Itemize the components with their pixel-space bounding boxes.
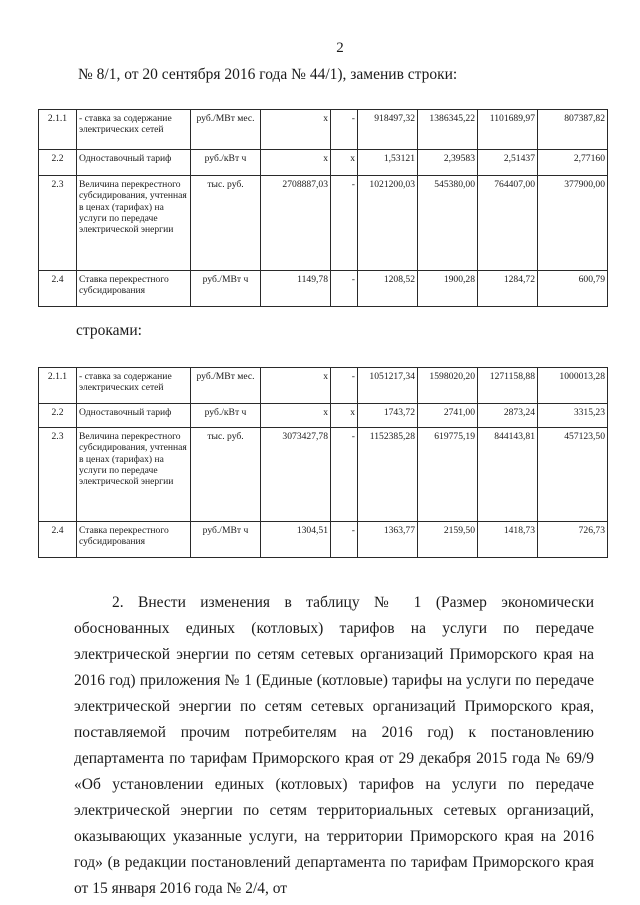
row-value-4: 1598020,20 (418, 368, 478, 404)
row-name: - ставка за содержание электрических сетей (77, 368, 191, 404)
table-row (39, 150, 608, 176)
row-value-2: х (331, 150, 358, 176)
row-value-3: 1051217,34 (358, 368, 418, 404)
row-value-5: 1271158,88 (478, 368, 538, 404)
table-row (39, 404, 608, 428)
row-value-2: - (331, 271, 358, 307)
row-unit: руб./МВт мес. (191, 110, 261, 150)
row-value-5: 844143,81 (478, 428, 538, 522)
row-value-6: 377900,00 (538, 176, 608, 271)
row-value-4: 1386345,22 (418, 110, 478, 150)
row-number: 2.3 (39, 176, 77, 271)
row-value-4: 2741,00 (418, 404, 478, 428)
row-value-6: 726,73 (538, 522, 608, 558)
row-value-1: х (261, 150, 331, 176)
row-value-4: 1900,28 (418, 271, 478, 307)
page-number: 2 (336, 40, 344, 56)
row-value-2: - (331, 110, 358, 150)
row-value-1: 2708887,03 (261, 176, 331, 271)
row-value-5: 764407,00 (478, 176, 538, 271)
row-number: 2.1.1 (39, 110, 77, 150)
row-value-5: 1418,73 (478, 522, 538, 558)
row-value-2: - (331, 176, 358, 271)
row-name: Ставка перекрестного субсидирования (77, 522, 191, 558)
row-value-1: х (261, 368, 331, 404)
row-name: Величина перекрестного субсидирования, учтенная в ценах (тарифах) на услуги по передаче электрической энергии (77, 176, 191, 271)
row-value-4: 2,39583 (418, 150, 478, 176)
table-row (39, 110, 608, 150)
row-unit: тыс. руб. (191, 428, 261, 522)
row-value-1: 1149,78 (261, 271, 331, 307)
row-value-6: 3315,23 (538, 404, 608, 428)
row-value-5: 1101689,97 (478, 110, 538, 150)
row-value-6: 457123,50 (538, 428, 608, 522)
row-value-1: 1304,51 (261, 522, 331, 558)
row-value-2: х (331, 404, 358, 428)
row-value-1: х (261, 110, 331, 150)
row-unit: руб./кВт ч (191, 404, 261, 428)
row-number: 2.2 (39, 404, 77, 428)
intro-line: № 8/1, от 20 сентября 2016 года № 44/1), заменив строки: (78, 66, 458, 83)
row-value-5: 2,51437 (478, 150, 538, 176)
row-value-2: - (331, 428, 358, 522)
new-rows-table (38, 367, 608, 558)
row-unit: руб./МВт мес. (191, 368, 261, 404)
row-number: 2.1.1 (39, 368, 77, 404)
old-rows-table (38, 109, 608, 307)
row-number: 2.3 (39, 428, 77, 522)
row-value-1: 3073427,78 (261, 428, 331, 522)
row-unit: тыс. руб. (191, 176, 261, 271)
row-name: Величина перекрестного субсидирования, учтенная в ценах (тарифах) на услуги по передаче электрической энергии (77, 428, 191, 522)
row-name: Одноставочный тариф (77, 150, 191, 176)
row-value-3: 918497,32 (358, 110, 418, 150)
row-number: 2.4 (39, 522, 77, 558)
row-name: Ставка перекрестного субсидирования (77, 271, 191, 307)
row-value-4: 619775,19 (418, 428, 478, 522)
row-number: 2.4 (39, 271, 77, 307)
row-number: 2.2 (39, 150, 77, 176)
table-row (39, 368, 608, 404)
row-value-6: 600,79 (538, 271, 608, 307)
row-value-2: - (331, 522, 358, 558)
row-value-6: 807387,82 (538, 110, 608, 150)
replace-label: строками: (76, 322, 142, 339)
row-value-5: 2873,24 (478, 404, 538, 428)
table-row (39, 428, 608, 522)
row-name: Одноставочный тариф (77, 404, 191, 428)
row-value-3: 1152385,28 (358, 428, 418, 522)
row-name: - ставка за содержание электрических сетей (77, 110, 191, 150)
row-unit: руб./кВт ч (191, 150, 261, 176)
row-value-2: - (331, 368, 358, 404)
row-unit: руб./МВт ч (191, 271, 261, 307)
body-paragraph (74, 590, 594, 902)
table-row (39, 522, 608, 558)
row-value-4: 2159,50 (418, 522, 478, 558)
row-value-3: 1363,77 (358, 522, 418, 558)
row-value-3: 1,53121 (358, 150, 418, 176)
row-value-5: 1284,72 (478, 271, 538, 307)
row-value-6: 2,77160 (538, 150, 608, 176)
row-value-3: 1743,72 (358, 404, 418, 428)
row-value-4: 545380,00 (418, 176, 478, 271)
row-value-3: 1021200,03 (358, 176, 418, 271)
row-value-3: 1208,52 (358, 271, 418, 307)
row-value-1: х (261, 404, 331, 428)
paragraph-text: 2. Внести изменения в таблицу № 1 (Размер экономически обоснованных единых (котловых) тарифов на услуги по передаче электрической энергии по сетям сетевых организаций Приморского края на 2016 год) приложения № 1 (Единые (котловые) тарифы на услуги по передаче электрической энергии по сетям сетевых организаций Приморского края, поставляемой прочим потребителям на 2016 год) к постановлению департамента по тарифам Приморского края от 29 декабря 2015 года № 69/9 «Об установлении единых (котловых) тарифов на услуги по передаче электрической энергии по сетям территориальных сетевых организаций, оказывающих указанные услуги, на территории Приморского края на 2016 год» (в редакции постановлений департамента по тарифам Приморского края от 15 января 2016 года № 2/4, от (74, 594, 594, 897)
table-row (39, 271, 608, 307)
row-value-6: 1000013,28 (538, 368, 608, 404)
table-row (39, 176, 608, 271)
row-unit: руб./МВт ч (191, 522, 261, 558)
